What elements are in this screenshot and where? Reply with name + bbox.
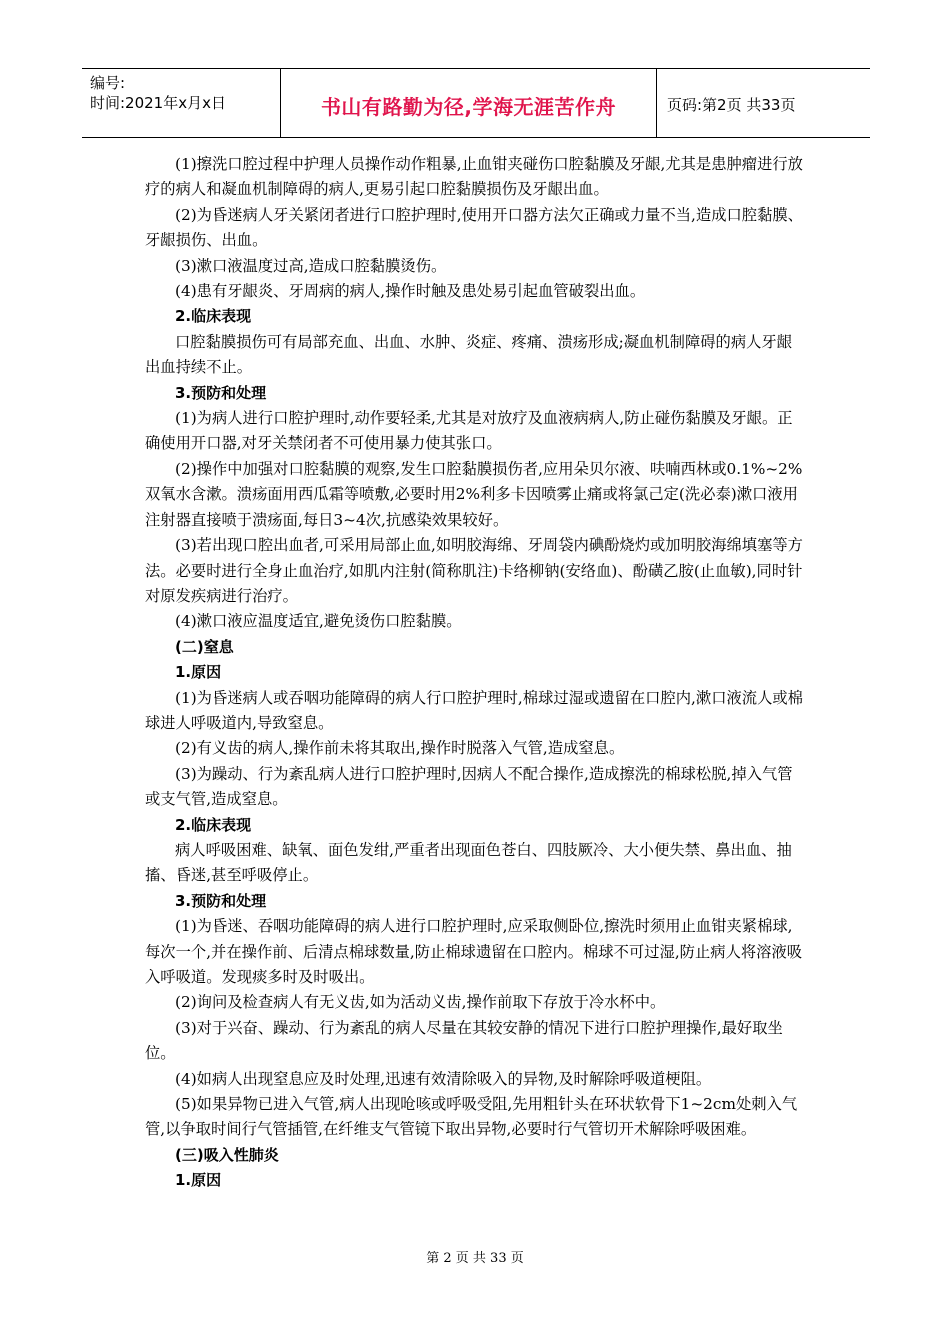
paragraph: (2)为昏迷病人牙关紧闭者进行口腔护理时,使用开口器方法欠正确或力量不当,造成口腔黏膜、牙龈损伤、出血。 [145, 205, 803, 250]
page-header [82, 68, 870, 138]
section-heading: (二)窒息 [175, 637, 234, 656]
paragraph: (2)询问及检查病人有无义齿,如为活动义齿,操作前取下存放于冷水杯中。 [175, 993, 666, 1012]
paragraph: 病人呼吸困难、缺氧、面色发绀,严重者出现面色苍白、四肢厥冷、大小便失禁、鼻出血、抽搐、昏迷,甚至呼吸停止。 [145, 840, 792, 885]
header-motto: 书山有路勤为径,学海无涯苦作舟 [320, 95, 617, 119]
paragraph: 口腔黏膜损伤可有局部充血、出血、水肿、炎症、疼痛、溃疡形成;凝血机制障碍的病人牙龈出血持续不止。 [145, 332, 793, 377]
section-heading: (三)吸入性肺炎 [175, 1145, 279, 1164]
paragraph: (1)擦洗口腔过程中护理人员操作动作粗暴,止血钳夹碰伤口腔黏膜及牙龈,尤其是患肿瘤进行放疗的病人和凝血机制障碍的病人,更易引起口腔黏膜损伤及牙龈出血。 [145, 155, 803, 199]
paragraph: (4)患有牙龈炎、牙周病的病人,操作时触及患处易引起血管破裂出血。 [175, 282, 646, 301]
paragraph: (1)为病人进行口腔护理时,动作要轻柔,尤其是对放疗及血液病病人,防止碰伤黏膜及牙龈。正确使用开口器,对牙关禁闭者不可使用暴力使其张口。 [145, 409, 793, 453]
section-heading: 2.临床表现 [175, 815, 252, 834]
section-heading: 3.预防和处理 [175, 891, 267, 910]
paragraph: (3)漱口液温度过高,造成口腔黏膜烫伤。 [175, 256, 447, 275]
header-page-cell [657, 69, 870, 137]
document-code-label: 编号: [90, 74, 126, 92]
section-heading: 1.原因 [175, 663, 222, 682]
paragraph: (3)为躁动、行为紊乱病人进行口腔护理时,因病人不配合操作,造成擦洗的棉球松脱,掉入气管或支气管,造成窒息。 [145, 764, 793, 809]
document-date: 时间:2021年x月x日 [90, 94, 226, 112]
paragraph: (2)有义齿的病人,操作前未将其取出,操作时脱落入气管,造成窒息。 [175, 739, 625, 758]
document-body [145, 152, 807, 1194]
paragraph: (1)为昏迷、吞咽功能障碍的病人进行口腔护理时,应采取侧卧位,擦洗时须用止血钳夹紧棉球,每次一个,并在操作前、后清点棉球数量,防止棉球遗留在口腔内。棉球不可过湿,防止病人将溶液吸入呼吸道。发现痰多时及时吸出。 [145, 917, 803, 986]
header-motto-cell [281, 69, 657, 137]
paragraph: (5)如果异物已进入气管,病人出现呛咳或呼吸受阻,先用粗针头在环状软骨下1~2cm处刺入气管,以争取时间行气管插管,在纤维支气管镜下取出异物,必要时行气管切开术解除呼吸困难。 [145, 1095, 798, 1139]
page-footer: 第 2 页 共 33 页 [426, 1251, 524, 1266]
paragraph: (4)漱口液应温度适宜,避免烫伤口腔黏膜。 [175, 612, 462, 631]
paragraph: (4)如病人出现窒息应及时处理,迅速有效清除吸入的异物,及时解除呼吸道梗阻。 [175, 1069, 712, 1088]
section-heading: 1.原因 [175, 1171, 222, 1190]
paragraph: (3)若出现口腔出血者,可采用局部止血,如明胶海绵、牙周袋内碘酚烧灼或加明胶海绵填塞等方法。必要时进行全身止血治疗,如肌内注射(简称肌注)卡络柳钠(安络血)、酚磺乙胺(止血敏),同时针对原发疾病进行治疗。 [145, 536, 803, 605]
paragraph: (2)操作中加强对口腔黏膜的观察,发生口腔黏膜损伤者,应用朵贝尔液、呋喃西林或0.1%~2%双氧水含漱。溃疡面用西瓜霜等喷敷,必要时用2%利多卡因喷雾止痛或将氯己定(洗必泰)漱口液用注射器直接喷于溃疡面,每日3~4次,抗感染效果较好。 [145, 459, 803, 529]
paragraph: (1)为昏迷病人或吞咽功能障碍的病人行口腔护理时,棉球过湿或遗留在口腔内,漱口液流人或棉球进人呼吸道内,导致窒息。 [145, 688, 803, 732]
section-heading: 3.预防和处理 [175, 383, 267, 402]
header-info-cell [82, 69, 281, 137]
section-heading: 2.临床表现 [175, 307, 252, 326]
paragraph: (3)对于兴奋、躁动、行为紊乱的病人尽量在其较安静的情况下进行口腔护理操作,最好取坐位。 [145, 1018, 783, 1063]
header-page-number: 页码:第2页 共33页 [667, 96, 796, 114]
